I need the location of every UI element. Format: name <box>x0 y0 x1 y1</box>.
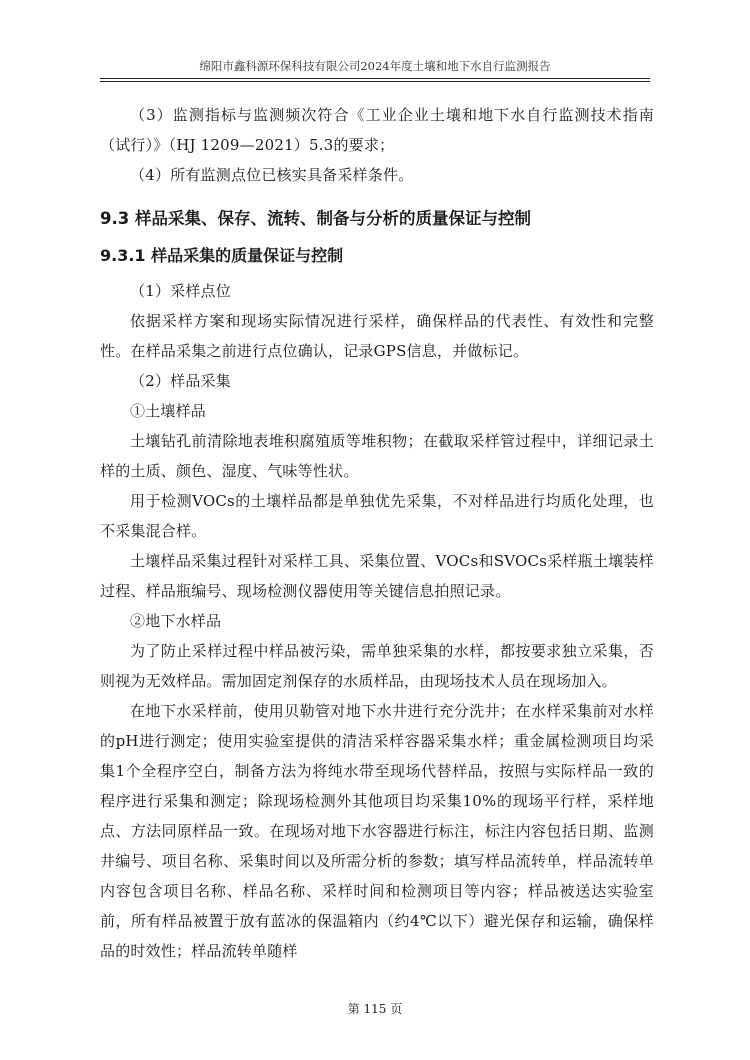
section-heading-9-3: 9.3 样品采集、保存、流转、制备与分析的质量保证与控制 <box>100 209 531 228</box>
paragraph-vocs-soil: 用于检测VOCs的土壤样品都是单独优先采集，不对样品进行均质化处理，也不采集混合样。 <box>100 492 654 540</box>
page-content <box>100 100 654 966</box>
paragraph-soil-drilling: 土壤钻孔前清除地表堆积腐殖质等堆积物；在截取采样管过程中，详细记录土样的土质、颜色、湿度、气味等性状。 <box>100 432 654 480</box>
page-number: 第 115 页 <box>347 1002 403 1016</box>
section-heading-9-3-1: 9.3.1 样品采集的质量保证与控制 <box>100 246 344 265</box>
paragraph-groundwater-contamination: 为了防止采样过程中样品被污染，需单独采集的水样，都按要求独立采集，否则视为无效样品。需加固定剂保存的水质样品，由现场技术人员在现场加入。 <box>100 642 654 690</box>
paragraph-groundwater-label: ②地下水样品 <box>130 612 222 630</box>
paragraph-groundwater-procedure: 在地下水采样前，使用贝勒管对地下水井进行充分洗井；在水样采集前对水样的pH进行测定；使用实验室提供的清洁采样容器采集水样；重金属检测项目均采集1个全程序空白，制备方法为将纯水带至现场代替样品，按照与实际样品一致的程序进行采集和测定；除现场检测外其他项目均采集10%的现场平行样，采样地点、方法同原样品一致。在现场对地下水容器进行标注，标注内容包括日期、监测井编号、项目名称、采集时间以及所需分析的参数；填写样品流转单，样品流转单内容包含项目名称、样品名称、采样时间和检测项目等内容；样品被送达实验室前，所有样品被置于放有蓝冰的保温箱内（约4℃以下）避光保存和运输，确保样品的时效性；样品流转单随样 <box>100 702 654 960</box>
paragraph-criteria-compliance: （3）监测指标与监测频次符合《工业企业土壤和地下水自行监测技术指南（试行）》（HJ 1209—2021）5.3的要求； <box>100 106 654 154</box>
paragraph-soil-samples-label: ①土壤样品 <box>130 402 207 420</box>
paragraph-sampling-conditions: （4）所有监测点位已核实具备采样条件。 <box>130 166 414 184</box>
page-header: 绵阳市鑫科源环保科技有限公司2024年度土壤和地下水自行监测报告 <box>199 59 551 73</box>
paragraph-soil-photo-record: 土壤样品采集过程针对采样工具、采集位置、VOCs和SVOCs采样瓶土壤装样过程、样品瓶编号、现场检测仪器使用等关键信息拍照记录。 <box>100 552 654 600</box>
paragraph-sampling-points-label: （1）采样点位 <box>130 282 231 300</box>
header-rule <box>100 78 650 82</box>
paragraph-sample-collection-label: （2）样品采集 <box>130 372 231 390</box>
paragraph-sampling-points: 依据采样方案和现场实际情况进行采样，确保样品的代表性、有效性和完整性。在样品采集之前进行点位确认，记录GPS信息，并做标记。 <box>100 312 654 360</box>
